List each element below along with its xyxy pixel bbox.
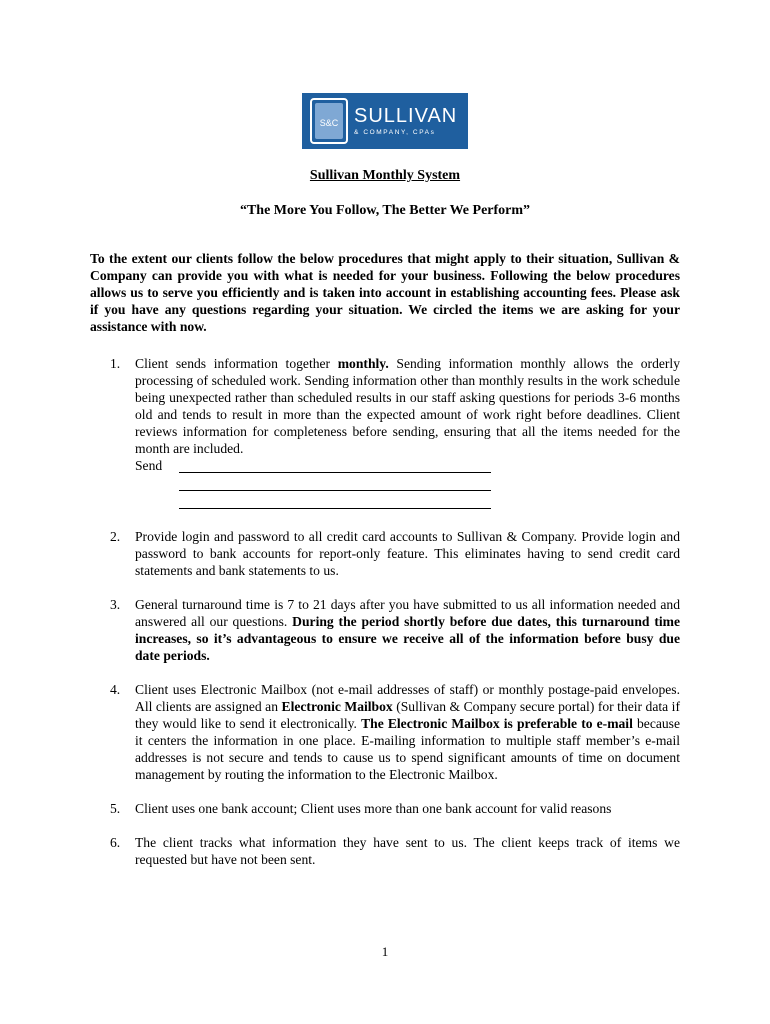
item-text: Client sends information together bbox=[135, 356, 338, 371]
item-emphasis: During the period shortly before due dates, this turnaround time increases, so it’s advantageous to ensure we receive all of the information before busy due date periods. bbox=[135, 614, 680, 663]
procedure-list bbox=[90, 355, 680, 868]
logo-monogram: S&C bbox=[319, 118, 339, 128]
page-title: Sullivan Monthly System bbox=[309, 168, 461, 183]
send-field bbox=[135, 457, 680, 509]
list-item bbox=[90, 528, 680, 579]
item-text: Client uses one bank account; Client uses more than one bank account for valid reasons bbox=[135, 801, 612, 816]
item-emphasis: Electronic Mailbox bbox=[281, 699, 393, 714]
company-logo bbox=[302, 93, 468, 149]
sullivan-logo-graphic bbox=[302, 93, 468, 149]
item-emphasis: The Electronic Mailbox is preferable to e-mail bbox=[361, 716, 633, 731]
page-number: 1 bbox=[381, 944, 389, 959]
list-item bbox=[90, 800, 680, 817]
logo-tagline: & COMPANY, CPAs bbox=[354, 129, 436, 136]
send-line-2[interactable] bbox=[179, 475, 491, 491]
item-text: Client uses Electronic Mailbox (not e-mail addresses of staff) or monthly postage-paid envelopes. All clients are assigned an bbox=[135, 682, 680, 714]
item-number: 1. bbox=[110, 356, 121, 371]
send-line-3[interactable] bbox=[179, 493, 491, 509]
send-line-1[interactable] bbox=[179, 457, 491, 473]
item-text: The client tracks what information they have sent to us. The client keeps track of items we requested but have not been sent. bbox=[135, 835, 680, 867]
item-text: (Sullivan & Company secure portal) for their data if they would like to send it electronically. bbox=[135, 699, 680, 731]
item-text: Provide login and password to all credit card accounts to Sullivan & Company. Provide login and password to bank accounts for report-only feature. This eliminates having to send credit card statements and bank statements to us. bbox=[135, 529, 680, 578]
list-item bbox=[90, 355, 680, 509]
item-number: 6. bbox=[110, 835, 121, 850]
item-text: because it centers the information in one place. E-mailing information to multiple staff member’s e-mail addresses is not secure and tends to cause us to spend significant amounts of time on document management by routing the information to the Electronic Mailbox. bbox=[135, 716, 681, 782]
item-text: Sending information monthly allows the orderly processing of scheduled work. Sending information other than monthly results in the work schedule being unexpected rather than scheduled results in our staff asking questions for periods 3-6 months old and tends to result in more than the expected amount of work right before deadlines. Client reviews information for completeness before sending, ensuring that all the items needed for the month are included. bbox=[135, 356, 681, 456]
list-item bbox=[90, 834, 680, 868]
item-text: General turnaround time is 7 to 21 days after you have submitted to us all information needed and answered all our questions. bbox=[135, 597, 680, 629]
item-number: 2. bbox=[110, 529, 121, 544]
intro-paragraph: To the extent our clients follow the below procedures that might apply to their situation, Sullivan & Company can provide you with what is needed for your business. Following the below procedures allows us to serve you efficiently and is taken into account in establishing accounting fees. Please ask if you have any questions regarding your situation. We circled the items we are asking for your assistance with now. bbox=[90, 251, 680, 334]
item-number: 3. bbox=[110, 597, 121, 612]
list-item bbox=[90, 681, 680, 783]
logo-name: SULLIVAN bbox=[354, 105, 458, 127]
item-emphasis: monthly. bbox=[337, 356, 389, 371]
item-number: 5. bbox=[110, 801, 121, 816]
list-item bbox=[90, 596, 680, 664]
item-number: 4. bbox=[110, 682, 121, 697]
page-subtitle: “The More You Follow, The Better We Perform” bbox=[239, 203, 531, 218]
send-label: Send bbox=[135, 458, 163, 473]
